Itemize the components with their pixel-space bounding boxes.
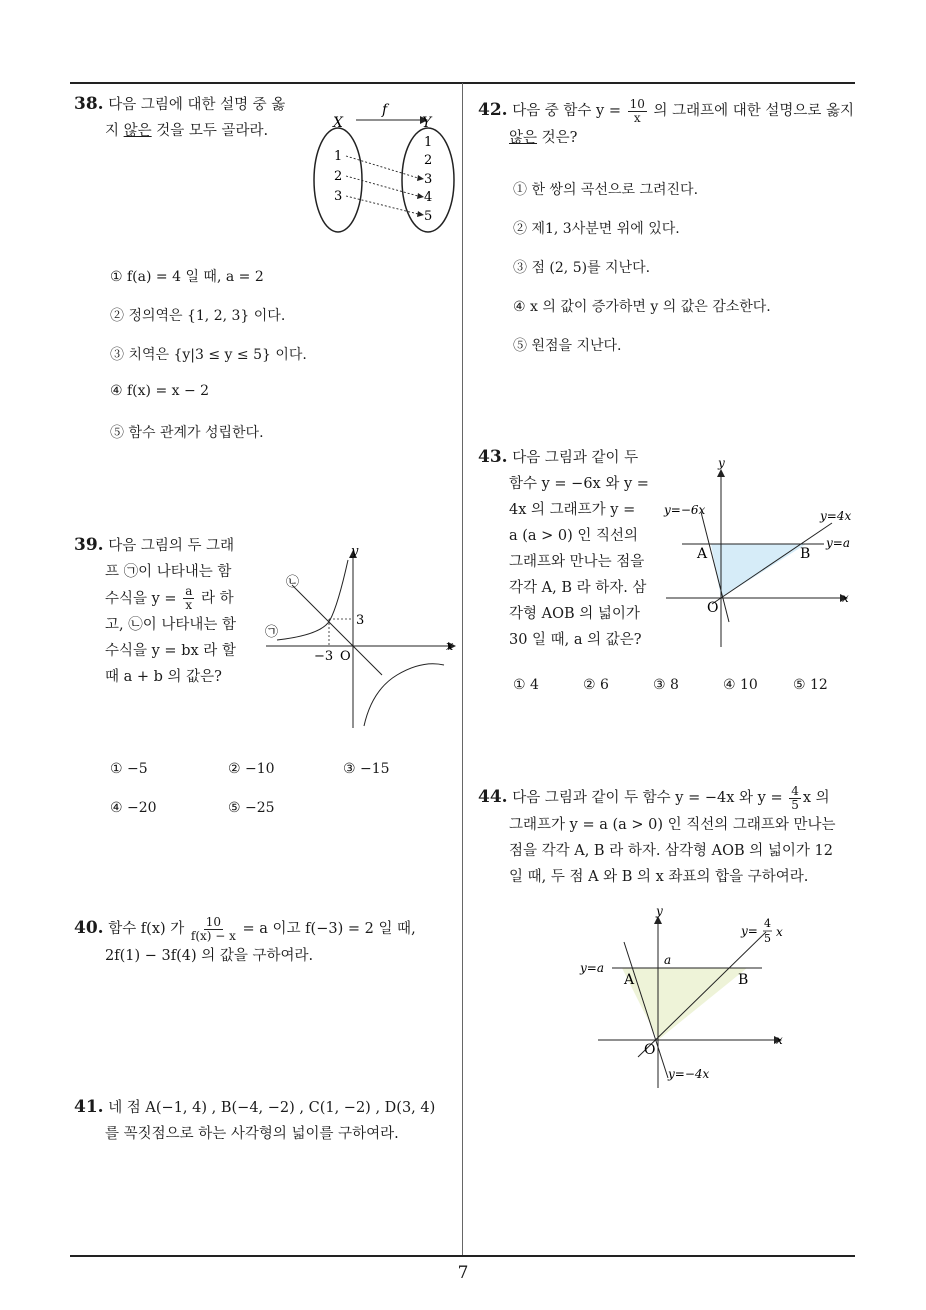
- q43-choice-1[interactable]: ① 4: [513, 677, 539, 693]
- svg-text:3: 3: [424, 172, 433, 187]
- svg-text:y=−6x: y=−6x: [664, 503, 706, 517]
- q42-choice-5[interactable]: ⑤ 원점을 지난다.: [513, 338, 622, 354]
- q38-choice-1[interactable]: ① f(a) = 4 일 때, a = 2: [110, 269, 264, 285]
- q38-stem: 38. 다음 그림에 대한 설명 중 옳 지 않은 것을 모두 골라라.: [74, 94, 286, 139]
- q43-choice-4[interactable]: ④ 10: [723, 677, 758, 693]
- svg-text:x: x: [776, 1033, 783, 1047]
- svg-text:x: x: [446, 639, 454, 654]
- q39-fraction: $\frac{a}{x}$: [185, 584, 193, 612]
- q44-triangle: [622, 968, 747, 1040]
- q42-choice-4[interactable]: ④ x 의 값이 증가하면 y 의 값은 감소한다.: [513, 299, 771, 315]
- q39-label-1: ㉠: [265, 625, 279, 640]
- q43-triangle: [711, 544, 806, 598]
- q42-choice-2[interactable]: ② 제1, 3사분면 위에 있다.: [513, 221, 680, 237]
- svg-text:3: 3: [334, 189, 343, 204]
- svg-text:5: 5: [764, 932, 771, 945]
- svg-text:x: x: [842, 591, 849, 605]
- svg-text:B: B: [738, 972, 749, 988]
- svg-text:O: O: [707, 600, 719, 616]
- svg-text:2: 2: [334, 169, 343, 184]
- bottom-rule: [70, 1255, 855, 1257]
- q38-choice-4[interactable]: ④ f(x) = x − 2: [110, 383, 210, 399]
- svg-text:x: x: [776, 925, 783, 939]
- q43-stem: 43. 다음 그림과 같이 두 함수 y = −6x 와 y = 4x 의 그래프가 y = a (a > 0) 인 직선의 그래프와 만나는 점을 각각 A, B 라 하자. 삼 각형 AOB 의 넓이가 30 일 때, a 의 값은?: [478, 447, 649, 648]
- q38-choice-5[interactable]: ⑤ 함수 관계가 성립한다.: [110, 425, 264, 441]
- svg-text:O: O: [644, 1042, 656, 1058]
- svg-text:A: A: [697, 546, 708, 562]
- svg-text:O: O: [340, 649, 351, 664]
- q43-graph: [662, 452, 862, 652]
- page-number: 7: [457, 1263, 469, 1283]
- q39-graph: [262, 540, 460, 732]
- svg-text:y=a: y=a: [826, 536, 850, 550]
- svg-text:2: 2: [424, 153, 433, 168]
- q38-y-label: Y: [422, 115, 432, 131]
- svg-text:B: B: [800, 546, 811, 562]
- svg-text:y: y: [656, 904, 663, 918]
- q39-choice-4[interactable]: ④ −20: [110, 800, 157, 816]
- svg-text:y=: y=: [741, 924, 758, 938]
- q39-choice-3[interactable]: ③ −15: [343, 761, 390, 777]
- q38-f-label: f: [382, 102, 388, 118]
- svg-text:y: y: [718, 456, 725, 470]
- q40-stem: 40. 함수 f(x) 가 $\frac{10}{f(x) - x}$ = a 이고 f(−3) = 2 일 때, 2f(1) − 3f(4) 의 값을 구하여라.: [74, 914, 416, 964]
- q38-x-label: X: [333, 115, 343, 131]
- q44-graph: [578, 902, 790, 1092]
- q42-choice-1[interactable]: ① 한 쌍의 곡선으로 그려진다.: [513, 182, 699, 198]
- q39-choice-1[interactable]: ① −5: [110, 761, 148, 777]
- q38-mapping-diagram: [308, 96, 468, 238]
- svg-text:y=4x: y=4x: [820, 509, 852, 523]
- svg-text:y=a: y=a: [580, 961, 604, 975]
- svg-text:y=−4x: y=−4x: [668, 1067, 710, 1081]
- q39-choice-5[interactable]: ⑤ −25: [228, 800, 275, 816]
- svg-text:1: 1: [424, 135, 433, 150]
- q42-stem: 42. 다음 중 함수 y = $\frac{10}{x}$ 의 그래프에 대한 설명으로 옳지 않은 것은?: [478, 96, 855, 146]
- q40-fraction: $\frac{10}{f(x) - x}$: [190, 914, 236, 943]
- q43-choice-5[interactable]: ⑤ 12: [793, 677, 828, 693]
- svg-text:A: A: [624, 972, 635, 988]
- svg-text:4: 4: [764, 917, 771, 930]
- svg-text:1: 1: [334, 149, 343, 164]
- q43-choice-2[interactable]: ② 6: [583, 677, 609, 693]
- svg-text:a: a: [664, 953, 672, 967]
- q39-stem: 39. 다음 그림의 두 그래 프 ㉠이 나타내는 함 수식을 y = $\frac{a}{x}$ 라 하 고, ㉡이 나타내는 함 수식을 y = bx 라 할 때 a + b 의 값은?: [74, 535, 236, 685]
- svg-text:5: 5: [424, 209, 433, 224]
- q41-stem: 41. 네 점 A(−1, 4) , B(−4, −2) , C(1, −2) , D(3, 4) 를 꼭짓점으로 하는 사각형의 넓이를 구하여라.: [74, 1097, 436, 1142]
- svg-text:y: y: [351, 544, 359, 559]
- q42-fraction: $\frac{10}{x}$: [629, 96, 645, 125]
- q39-label-2: ㉡: [286, 575, 300, 590]
- svg-text:3: 3: [356, 613, 365, 628]
- svg-text:−3: −3: [314, 649, 334, 664]
- svg-text:4: 4: [424, 190, 433, 205]
- q38-choice-3[interactable]: ③ 치역은 {y|3 ≤ y ≤ 5} 이다.: [110, 347, 307, 363]
- q38-choice-2[interactable]: ② 정의역은 {1, 2, 3} 이다.: [110, 308, 286, 324]
- q42-choice-3[interactable]: ③ 점 (2, 5)를 지난다.: [513, 260, 651, 276]
- q43-choice-3[interactable]: ③ 8: [653, 677, 679, 693]
- q44-stem: 44. 다음 그림과 같이 두 함수 y = −4x 와 y = $\frac{4}{5}$ x 의 그래프가 y = a (a > 0) 인 직선의 그래프와 만나는 점을 각각 A, B 라 하자. 삼각형 AOB 의 넓이가 12 일 때, 두 점 A 와 B 의 x 좌표의 합을 구하여라.: [478, 783, 836, 885]
- column-divider: [462, 83, 463, 1256]
- q39-choice-2[interactable]: ② −10: [228, 761, 275, 777]
- q44-fraction: $\frac{4}{5}$: [791, 783, 799, 812]
